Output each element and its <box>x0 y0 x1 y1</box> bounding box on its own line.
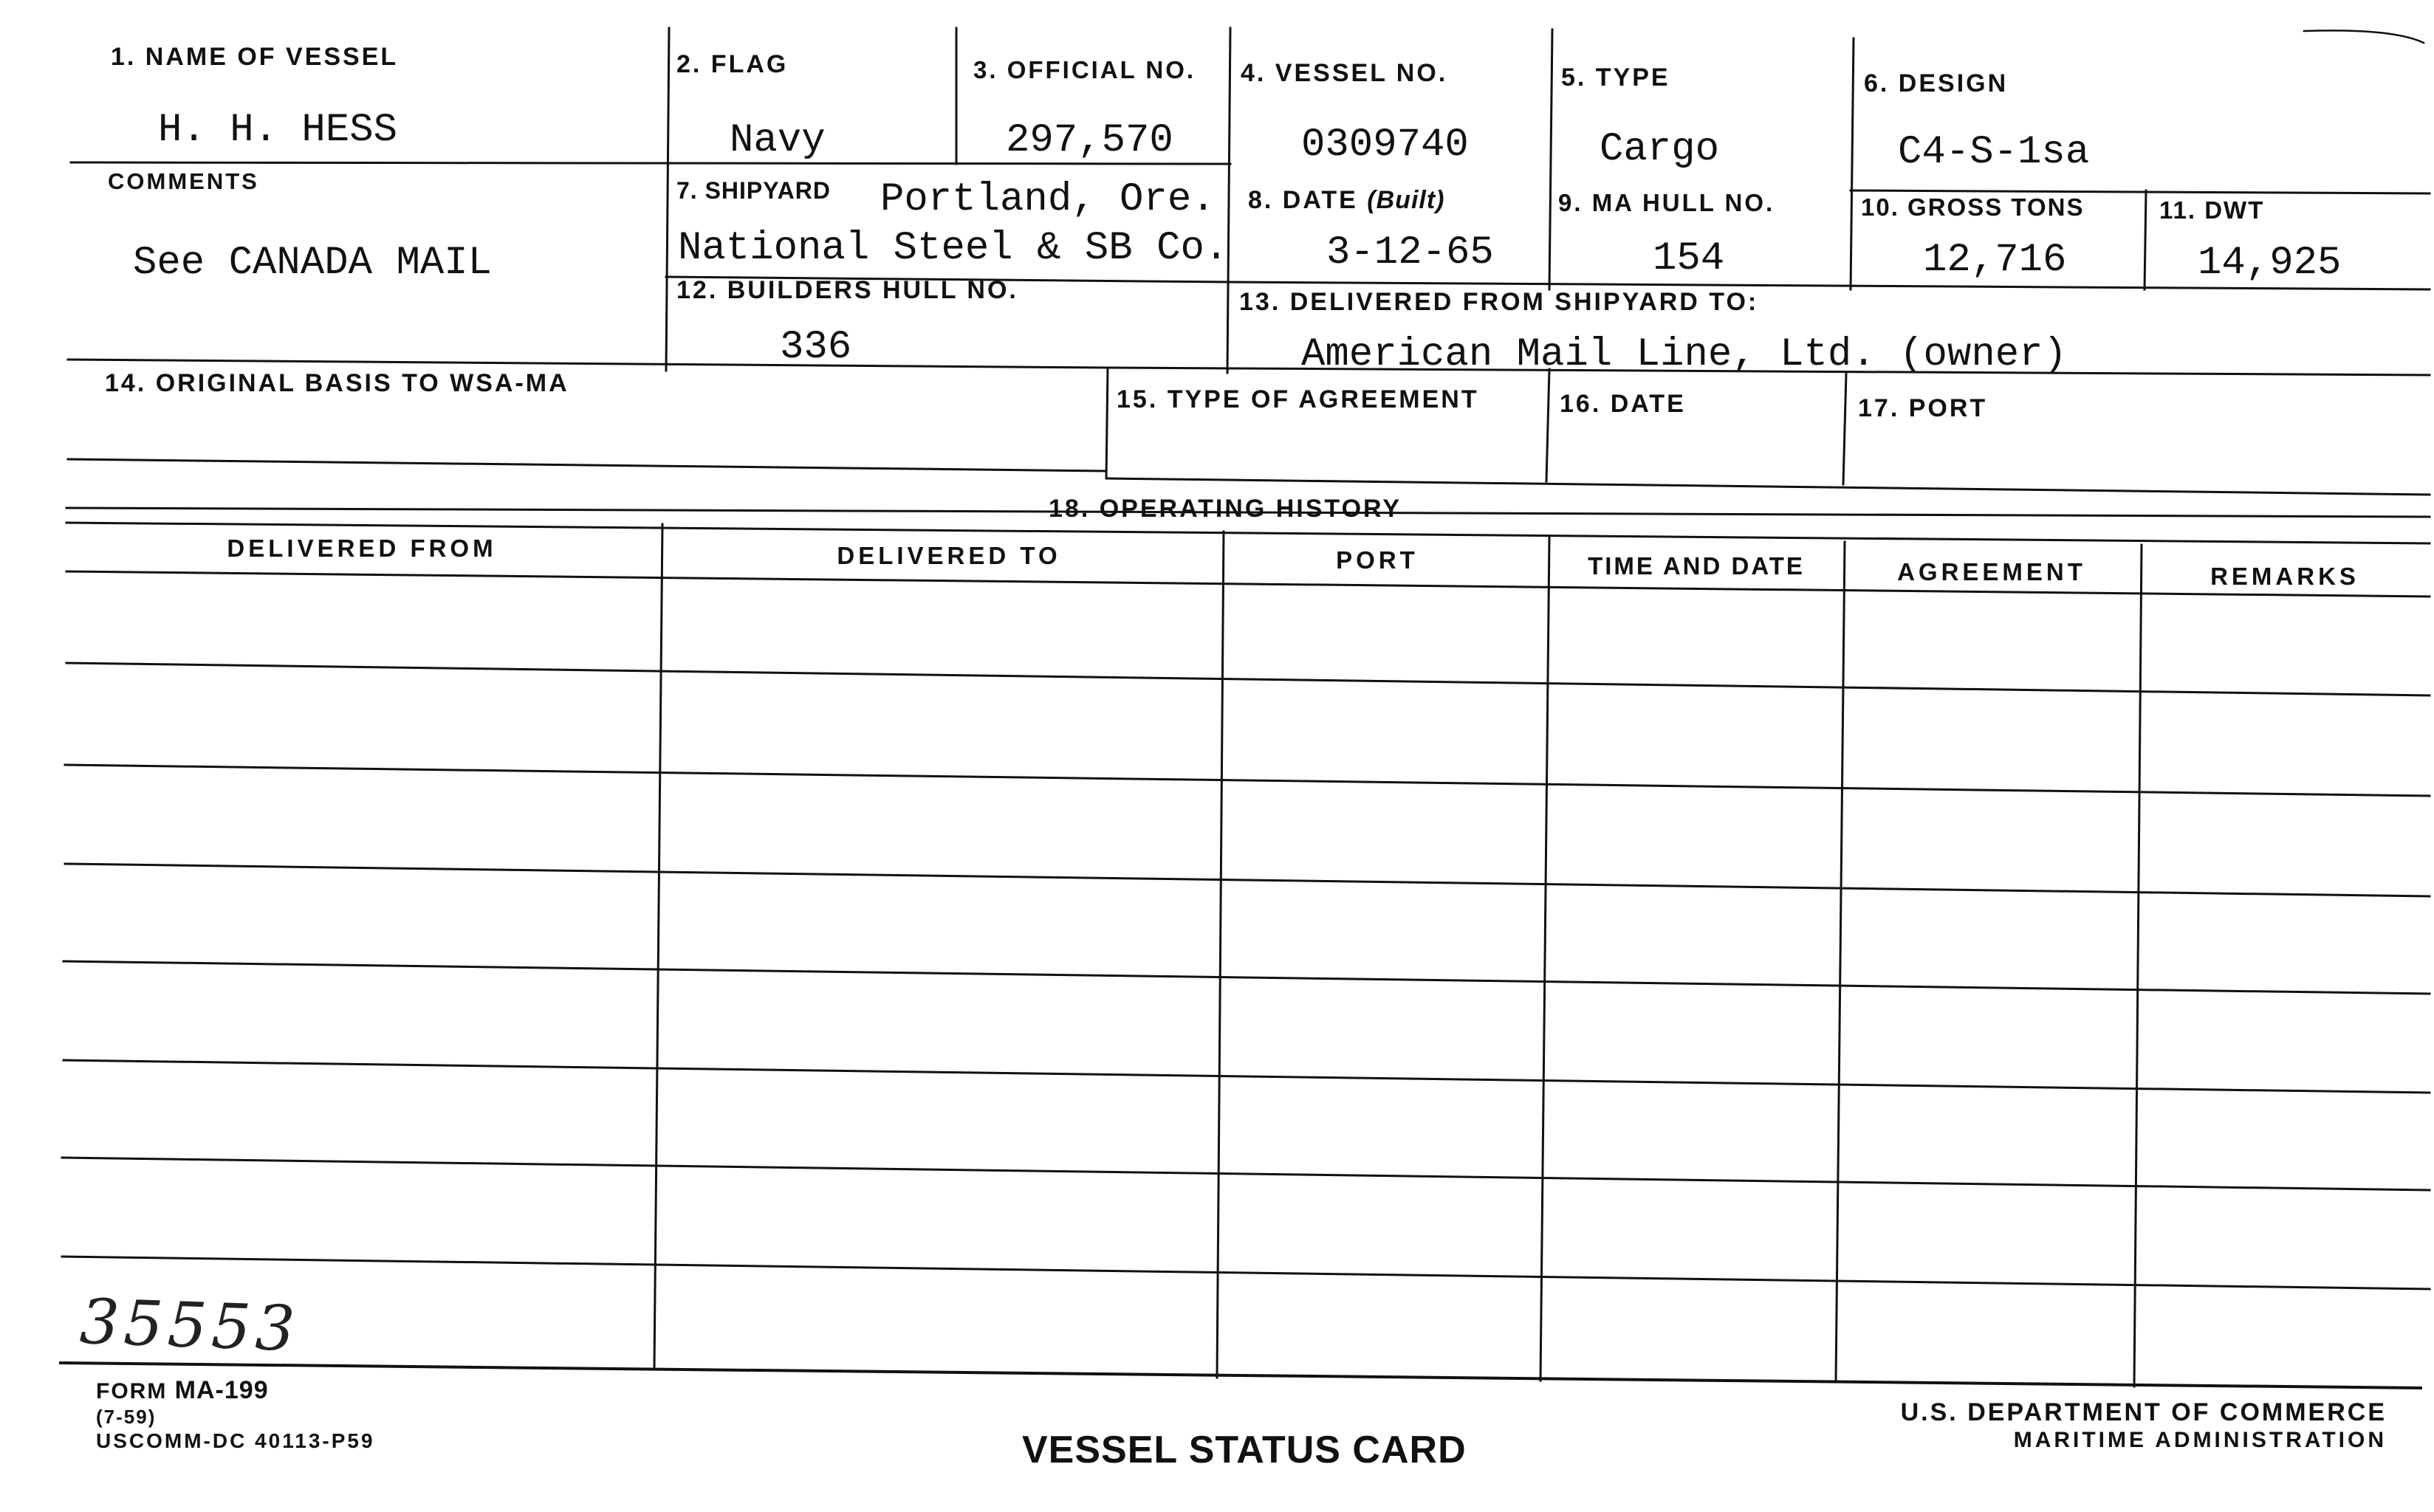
design-label: 6. DESIGN <box>1864 69 2009 97</box>
shipyard-label: 7. SHIPYARD <box>676 177 831 204</box>
department-name: U.S. DEPARTMENT OF COMMERCE <box>1900 1398 2387 1426</box>
gross-tons-label: 10. GROSS TONS <box>1861 193 2085 221</box>
delivered-from-shipyard-value: American Mail Line, Ltd. (owner) <box>1301 332 2067 377</box>
official-no-label: 3. OFFICIAL NO. <box>973 56 1196 83</box>
date-built-value: 3-12-65 <box>1326 230 1494 275</box>
form-number <box>96 1376 269 1405</box>
type-of-agreement-label: 15. TYPE OF AGREEMENT <box>1117 385 1479 413</box>
card-title: VESSEL STATUS CARD <box>1022 1429 1467 1471</box>
vessel-no-value: 0309740 <box>1301 123 1469 168</box>
comments-value: See CANADA MAIL <box>133 241 493 286</box>
port-label: 17. PORT <box>1858 394 1988 422</box>
name-of-vessel-label: 1. NAME OF VESSEL <box>111 43 399 71</box>
column-header-remarks: REMARKS <box>2210 563 2359 590</box>
ma-hull-no-value: 154 <box>1653 236 1725 281</box>
ma-hull-no-label: 9. MA HULL NO. <box>1558 189 1775 216</box>
dwt-value: 14,925 <box>2198 241 2342 286</box>
date-built-label-note: (Built) <box>1367 186 1445 214</box>
column-header-agreement: AGREEMENT <box>1897 558 2086 585</box>
date-label: 16. DATE <box>1560 390 1686 418</box>
form-number-prefix: FORM <box>96 1379 168 1403</box>
name-of-vessel-value: H. H. HESS <box>158 108 398 153</box>
builders-hull-no-value: 336 <box>780 325 852 370</box>
column-header-delivered-from: DELIVERED FROM <box>227 535 497 562</box>
type-label: 5. TYPE <box>1561 63 1670 92</box>
form-number-value: MA-199 <box>174 1376 269 1404</box>
flag-value: Navy <box>730 118 826 163</box>
design-value: C4-S-1sa <box>1898 130 2090 175</box>
handwritten-file-number: 35553 <box>78 1285 301 1366</box>
administration-name: MARITIME ADMINISTRATION <box>2013 1428 2387 1452</box>
comments-label: COMMENTS <box>108 168 259 194</box>
builders-hull-no-label: 12. BUILDERS HULL NO. <box>676 276 1018 304</box>
operating-history-title: 18. OPERATING HISTORY <box>1049 495 1402 523</box>
column-header-time-and-date: TIME AND DATE <box>1588 552 1805 580</box>
form-revision: (7-59) <box>96 1406 157 1428</box>
flag-label: 2. FLAG <box>676 50 789 78</box>
shipyard-value-line1: Portland, Ore. <box>880 177 1216 222</box>
form-printer: USCOMM-DC 40113-P59 <box>96 1429 375 1452</box>
delivered-from-shipyard-label: 13. DELIVERED FROM SHIPYARD TO: <box>1239 288 1759 316</box>
column-header-port: PORT <box>1336 546 1419 574</box>
gross-tons-value: 12,716 <box>1923 238 2067 283</box>
date-built-label-text: 8. DATE <box>1248 186 1358 214</box>
official-no-value: 297,570 <box>1006 118 1173 163</box>
date-built-label <box>1248 186 1444 215</box>
original-basis-label: 14. ORIGINAL BASIS TO WSA-MA <box>105 369 569 397</box>
dwt-label: 11. DWT <box>2159 196 2265 224</box>
vessel-no-label: 4. VESSEL NO. <box>1241 59 1448 87</box>
column-header-delivered-to: DELIVERED TO <box>837 542 1061 569</box>
type-value: Cargo <box>1600 127 1720 172</box>
shipyard-value-line2: National Steel & SB Co. <box>678 226 1229 271</box>
